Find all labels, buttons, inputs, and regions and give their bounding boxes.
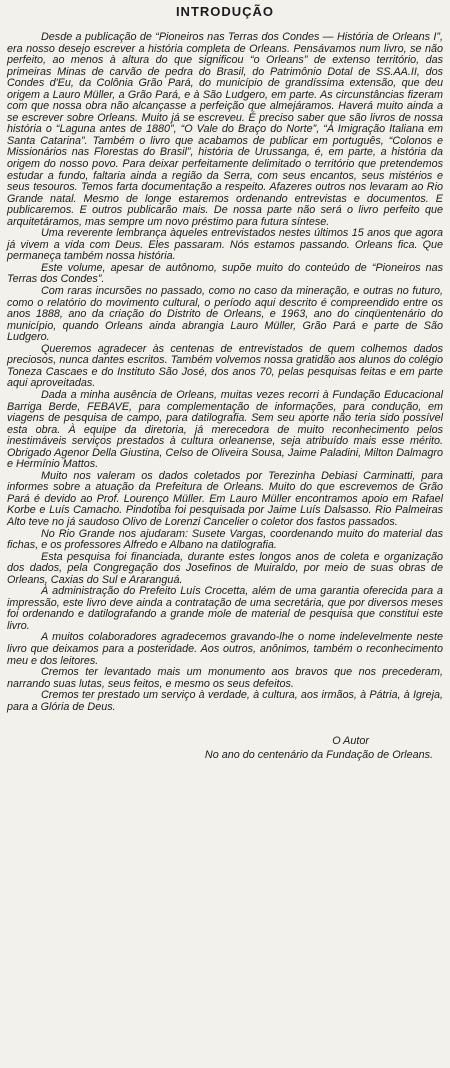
paragraph: Cremos ter levantado mais um monumento aos bravos que nos precederam, narrando suas lutas, seus feitos, e mesmo os seus defeitos. xyxy=(7,666,443,690)
paragraph: À administração do Prefeito Luís Crocetta, além de uma garantia oferecida para a impressão, este livro deve ainda a contratação de uma secretária, que por diversos meses foi ordenando e datilografando a grande mole de material de pesquisa que constitui este livro. xyxy=(7,585,443,632)
paragraph: Desde a publicação de “Pioneiros nas Terras dos Condes — História de Orleans I”, era nosso desejo escrever a história completa de Orleans. Pensávamos num livro, se não perfeito, ao menos à altura do que significou “o Orleans” de extenso território, das primeiras Minas de carvão de pedra do Brasil, do Patrimônio Dotal de SS.AA.II, dos Condes d'Eu, da Colônia Grão Pará, do município de grandíssima extensão, que deu origem a Lauro Müller, a Grão Pará, e à São Ludgero, em parte. As circunstâncias fizeram com que nossa obra não alcançasse a perfeição que almejáramos. Haverá muito ainda a se escrever sobre Orleans. Muito já se escreveu. É preciso saber que são livros de nossa história o “Laguna antes de 1880”, “O Vale do Braço do Norte”, “A Imigração Italiana em Santa Catarina”. Também o livro que acabamos de publicar em português, “Colonos e Missionários nas Florestas do Brasil”, história de Urussanga, é, em parte, a história da origem do nosso povo. Para deixar perfeitamente delimitado o território que pretendemos estudar a fundo, faltaria ainda a região da Serra, com seus encantos, seus mistérios e seus tesouros. Temos farta documentação a respeito. Afazeres outros nos levaram ao Rio Grande natal. Mesmo de longe estaremos ordenando entrevistas e documentos. E publicaremos. E outros publicarão mais. De nossa parte não será o livro perfeito que arquitetáramos, mas sempre um novo préstimo para futura síntese. xyxy=(7,31,443,228)
paragraph: No Rio Grande nos ajudaram: Susete Vargas, coordenando muito do material das fichas, e os professores Alfredo e Albano na datilografia. xyxy=(7,527,443,552)
paragraph: Esta pesquisa foi financiada, durante estes longos anos de coleta e organização dos dados, pela Congregação dos Josefinos de Muiraldo, por meio de suas obras de Orleans, Caxias do Sul e Araranguá. xyxy=(7,550,443,586)
document-body xyxy=(7,32,443,713)
signature-note: No ano do centenário da Fundação de Orleans. xyxy=(204,749,433,762)
signature-block xyxy=(7,734,443,762)
paragraph: A muitos colaboradores agradecemos gravando-lhe o nome indelevelmente neste livro que deixamos para a posteridade. Aos outros, anônimos, também o reconhecimento meu e dos leitores. xyxy=(7,631,443,667)
paragraph: Com raras incursões no passado, como no caso da mineração, e outras no futuro, como o relatório do movimento cultural, o período aqui descrito é compreendido entre os anos 1888, ano da criação do Distrito de Orleans, e 1963, ano do cinqüentenário do município, quando Orleans ainda abrangia Lauro Müller, Grão Pará e parte de São Ludgero. xyxy=(7,285,443,344)
signature-author: O Autor xyxy=(332,735,369,748)
paragraph: Dada a minha ausência de Orleans, muitas vezes recorri à Fundação Educacional Barriga Berde, FEBAVE, para complementação de informações, para condução, em viagens de pesquisa de campo, para datilografia. Sem seu aporte não teria sido possível esta obra. À equipe da diretoria, já merecedora de muito reconhecimento pelos inestimáveis serviços prestados à cultura orleanense, seja atribuído mais esse mérito. Obrigado Agenor Della Giustina, Celso de Oliveira Sousa, Jaime Paladini, Milton Dalmagro e Hermínio Mattos. xyxy=(7,388,443,471)
paragraph: Queremos agradecer às centenas de entrevistados de quem colhemos dados preciosos, nunca dantes escritos. Também volvemos nossa gratidão aos alunos do colégio Toneza Cascaes e do Instituto São José, dos anos 70, pelas pesquisas feitas e em parte aqui aproveitadas. xyxy=(7,342,443,390)
paragraph: Muito nos valeram os dados coletados por Terezinha Debiasi Carminatti, para informes sobre a atuação da Prefeitura de Orleans. Muito do que escrevemos de Grão Pará é devido ao Prof. Lourenço Müller. Em Lauro Müller encontramos apoio em Rafael Korbe e Luís Camacho. Pindotiba foi pesquisada por Jaime Luís Dalsasso. Rio Palmeiras Alto teve no já saudoso Olivo de Lorenzi Cancelier o coletor dos fastos passados. xyxy=(7,469,443,528)
page-title: INTRODUÇÃO xyxy=(175,4,275,19)
paragraph: Uma reverente lembrança àqueles entrevistados nestes últimos 15 anos que agora já vivem a vida com Deus. Eles passaram. Nós estamos passando. Orleans fica. Que permaneça também nossa história. xyxy=(7,227,443,263)
paragraph: Cremos ter prestado um serviço à verdade, à cultura, aos irmãos, à Pátria, à Igreja, para a Glória de Deus. xyxy=(7,689,443,713)
paragraph: Este volume, apesar de autônomo, supõe muito do conteúdo de “Pioneiros nas Terras dos Condes”. xyxy=(7,261,443,286)
